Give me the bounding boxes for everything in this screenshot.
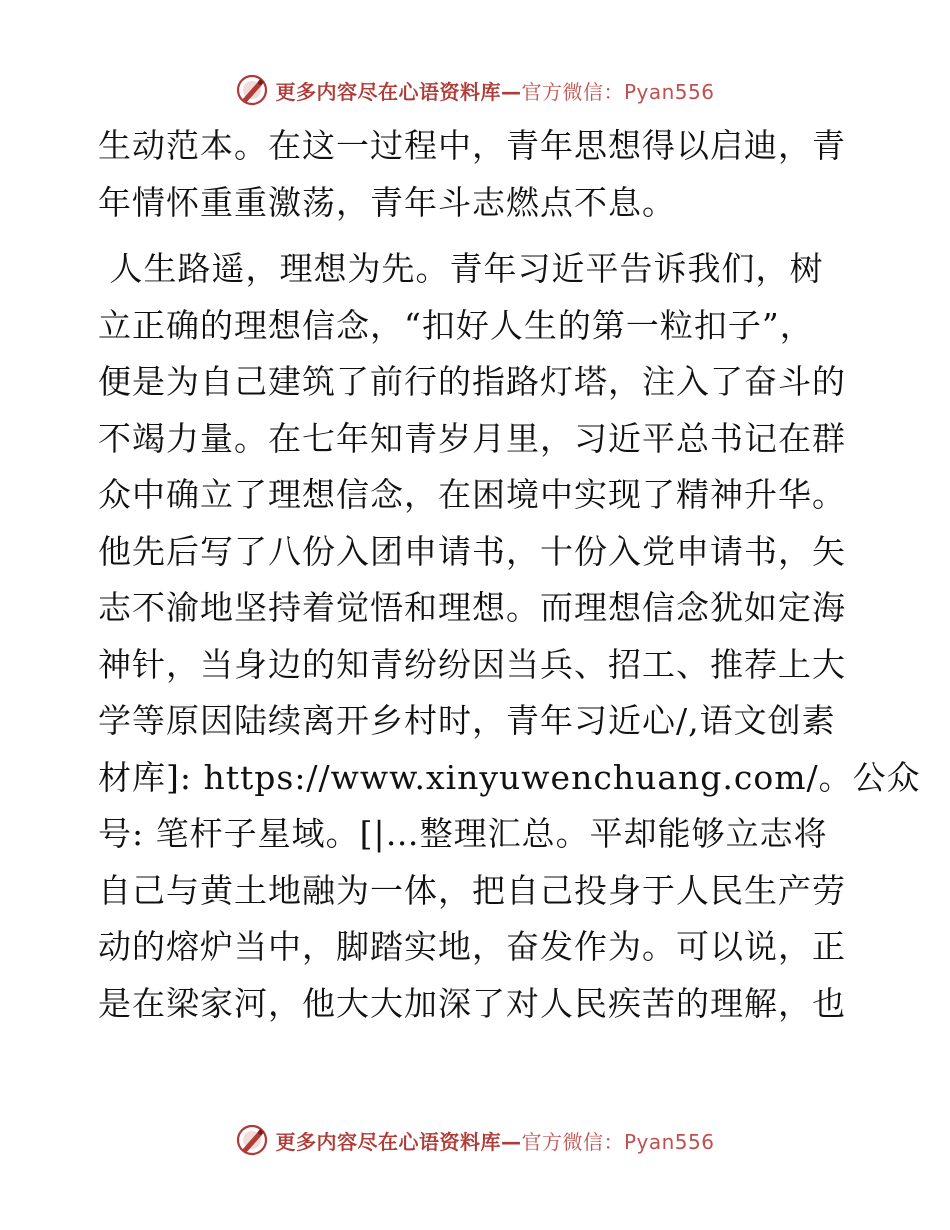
text-line: 人生路遥，理想为先。青年习近平告诉我们，树 <box>98 249 824 288</box>
text-line: 自己与黄土地融为一体，把自己投身于人民生产劳 <box>98 870 846 910</box>
text-line: 便是为自己建筑了前行的指路灯塔，注入了奋斗的 <box>98 362 846 401</box>
text-line: 动的熔炉当中，脚踏实地，奋发作为。可以说，正 <box>98 927 846 966</box>
paragraph-2 <box>98 241 921 1032</box>
document-body <box>98 118 921 1032</box>
banner-wechat-text: 官方微信：Pyan556 <box>521 79 715 104</box>
banner-site-text: 更多内容尽在心语资料库— <box>275 1129 522 1154</box>
text-line: 年情怀重重激荡，青年斗志燃点不息。 <box>98 182 676 222</box>
header-banner <box>0 70 950 110</box>
text-line: 生动范本。在这一过程中，青年思想得以启迪，青 <box>98 126 846 165</box>
text-line: 立正确的理想信念，“扣好人生的第一粒扣子”， <box>98 305 814 345</box>
text-line: 他先后写了八份入团申请书，十份入党申请书，矢 <box>98 531 846 571</box>
banner-site-text: 更多内容尽在心语资料库— <box>275 79 522 104</box>
banner-text <box>275 1126 714 1155</box>
text-line: 众中确立了理想信念，在困境中实现了精神升华。 <box>98 475 846 514</box>
paragraph-1 <box>98 118 858 231</box>
text-line: 学等原因陆续离开乡村时，青年习近心/,语文创素 <box>98 701 836 740</box>
text-line: 材库]: https://www.xinyuwenchuang.com/。公众 <box>98 757 921 797</box>
text-line: 号: 笔杆子星域。[|…整理汇总。平却能够立志将 <box>98 814 828 853</box>
banner-wechat-text: 官方微信：Pyan556 <box>521 1129 715 1154</box>
text-line: 神针，当身边的知青纷纷因当兵、招工、推荐上大 <box>98 644 846 684</box>
text-line: 是在梁家河，他大大加深了对人民疾苦的理解，也 <box>98 983 846 1023</box>
pen-logo-icon <box>235 1123 269 1157</box>
text-line: 不竭力量。在七年知青岁月里，习近平总书记在群 <box>98 418 846 458</box>
footer-banner <box>0 1120 950 1160</box>
text-line: 志不渝地坚持着觉悟和理想。而理想信念犹如定海 <box>98 588 846 627</box>
banner-text <box>275 76 714 105</box>
pen-logo-icon <box>235 73 269 107</box>
